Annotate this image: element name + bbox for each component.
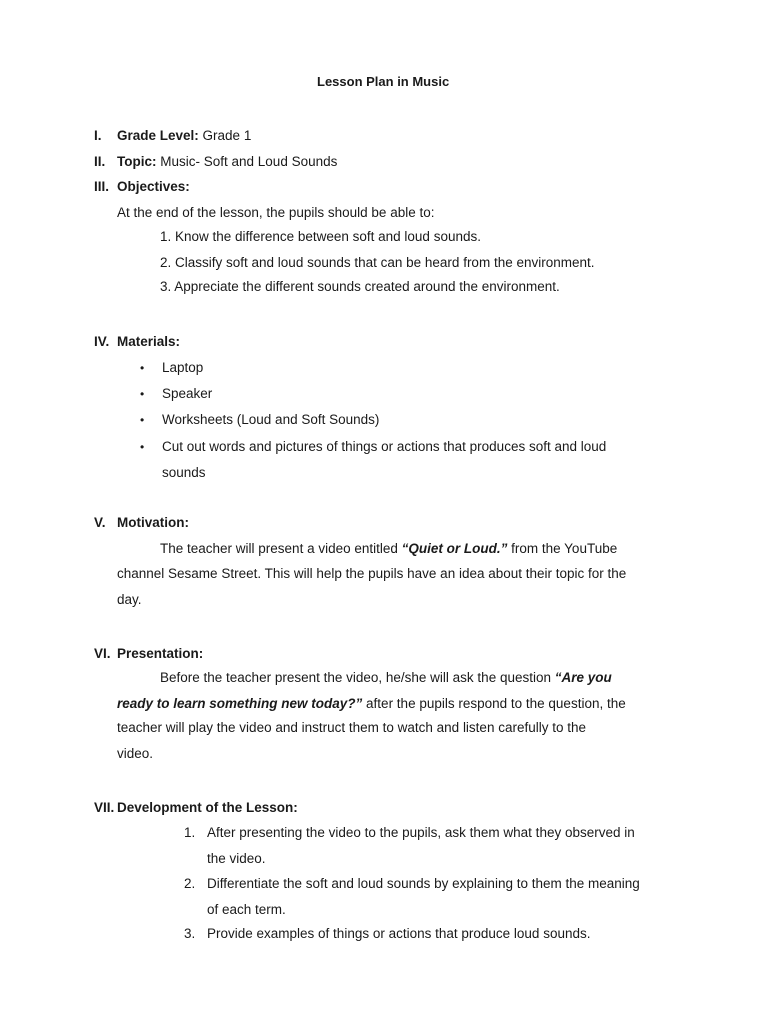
presentation-line: teacher will play the video and instruct them to watch and listen carefully to the	[117, 720, 586, 735]
motivation-line: channel Sesame Street. This will help the pupils have an idea about their topic for the	[117, 566, 627, 581]
materials-heading: Materials:	[117, 334, 181, 349]
bullet-marker: •	[140, 361, 145, 375]
video-title: “Quiet or Loud.”	[401, 541, 508, 556]
development-item-number: 2.	[184, 876, 196, 891]
objective-item: 1. Know the difference between soft and loud sounds.	[160, 229, 481, 244]
topic-line	[117, 154, 337, 170]
grade-level-line	[117, 128, 251, 144]
development-item-number: 1.	[184, 825, 196, 840]
section-numeral: I.	[94, 128, 102, 143]
topic-value: Music- Soft and Loud Sounds	[156, 154, 338, 169]
bullet-marker: •	[140, 413, 145, 427]
presentation-heading: Presentation:	[117, 646, 204, 661]
section-numeral: III.	[94, 179, 110, 194]
material-item: Speaker	[162, 386, 213, 401]
section-numeral: IV.	[94, 334, 110, 349]
bullet-marker: •	[140, 387, 145, 401]
bullet-marker: •	[140, 440, 145, 454]
development-heading: Development of the Lesson:	[117, 800, 298, 815]
question-text: “Are you	[554, 670, 612, 685]
objectives-intro: At the end of the lesson, the pupils should be able to:	[117, 205, 435, 220]
material-item: Cut out words and pictures of things or actions that produces soft and loud	[162, 439, 607, 454]
section-numeral: VI.	[94, 646, 111, 661]
presentation-text: Before the teacher present the video, he/she will ask the question	[160, 670, 555, 685]
motivation-heading: Motivation:	[117, 515, 189, 530]
material-item: Worksheets (Loud and Soft Sounds)	[162, 412, 380, 427]
motivation-line	[160, 541, 617, 557]
section-numeral: VII.	[94, 800, 115, 815]
grade-level-value: Grade 1	[198, 128, 252, 143]
objective-item: 2. Classify soft and loud sounds that can be heard from the environment.	[160, 255, 595, 270]
page-title: Lesson Plan in Music	[317, 74, 450, 89]
grade-level-label: Grade Level:	[117, 128, 199, 143]
motivation-line: day.	[117, 592, 142, 607]
section-numeral: V.	[94, 515, 106, 530]
objectives-heading: Objectives:	[117, 179, 190, 194]
topic-label: Topic:	[117, 154, 157, 169]
presentation-line	[160, 670, 612, 686]
question-text: ready to learn something new today?”	[117, 696, 363, 711]
objective-item: 3. Appreciate the different sounds created around the environment.	[160, 279, 560, 294]
development-item-text: the video.	[207, 851, 266, 866]
section-numeral: II.	[94, 154, 106, 169]
development-item-text: Differentiate the soft and loud sounds by explaining to them the meaning	[207, 876, 640, 891]
development-item-text: of each term.	[207, 902, 286, 917]
material-item: Laptop	[162, 360, 204, 375]
presentation-line	[117, 696, 626, 712]
motivation-text: The teacher will present a video entitled	[160, 541, 402, 556]
development-item-text: Provide examples of things or actions that produce loud sounds.	[207, 926, 591, 941]
presentation-text: after the pupils respond to the question, the	[362, 696, 626, 711]
development-item-number: 3.	[184, 926, 196, 941]
presentation-line: video.	[117, 746, 154, 761]
motivation-text: from the YouTube	[507, 541, 618, 556]
material-item-continued: sounds	[162, 465, 206, 480]
development-item-text: After presenting the video to the pupils, ask them what they observed in	[207, 825, 635, 840]
